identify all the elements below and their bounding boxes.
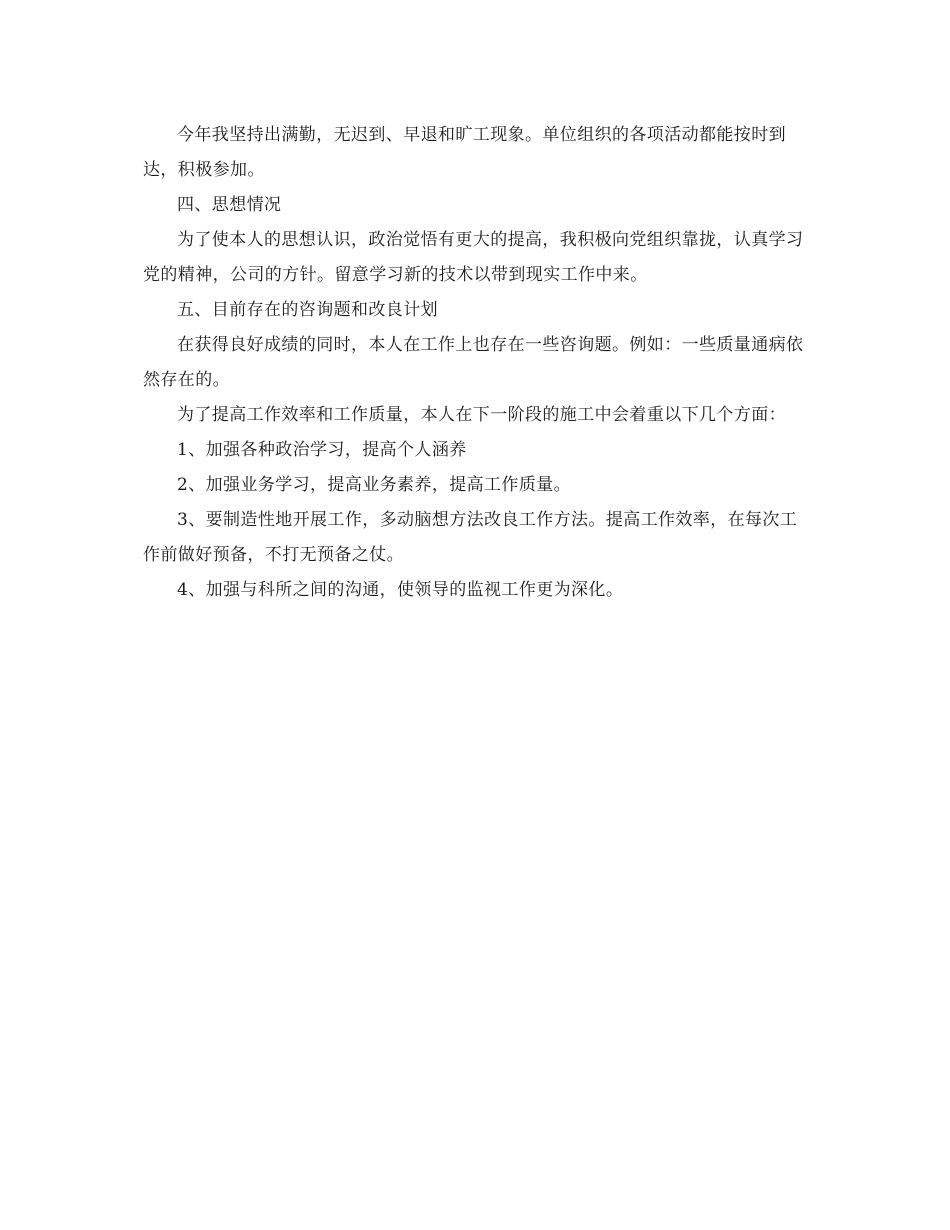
paragraph-attendance: 今年我坚持出满勤，无迟到、早退和旷工现象。单位组织的各项活动都能按时到达，积极参加。 <box>143 125 786 180</box>
paragraph-improvement-intro: 为了提高工作效率和工作质量，本人在下一阶段的施工中会着重以下几个方面： <box>177 405 786 425</box>
list-item-1: 1、加强各种政治学习，提高个人涵养 <box>177 440 467 460</box>
list-item-4: 4、加强与科所之间的沟通，使领导的监视工作更为深化。 <box>177 580 624 600</box>
list-item-3: 3、要制造性地开展工作，多动脑想方法改良工作方法。提高工作效率，在每次工作前做好预备，不打无预备之仗。 <box>143 510 798 565</box>
section-heading-problems: 五、目前存在的咨询题和改良计划 <box>177 300 438 320</box>
paragraph-problems: 在获得良好成绩的同时，本人在工作上也存在一些咨询题。例如：一些质量通病依然存在的。 <box>143 335 804 390</box>
paragraph-thought: 为了使本人的思想认识，政治觉悟有更大的提高，我积极向党组织靠拢，认真学习党的精神，公司的方针。留意学习新的技术以带到现实工作中来。 <box>143 230 804 285</box>
list-item-2: 2、加强业务学习，提高业务素养，提高工作质量。 <box>177 475 572 495</box>
document-body <box>143 118 808 608</box>
section-heading-thought: 四、思想情况 <box>177 195 282 215</box>
